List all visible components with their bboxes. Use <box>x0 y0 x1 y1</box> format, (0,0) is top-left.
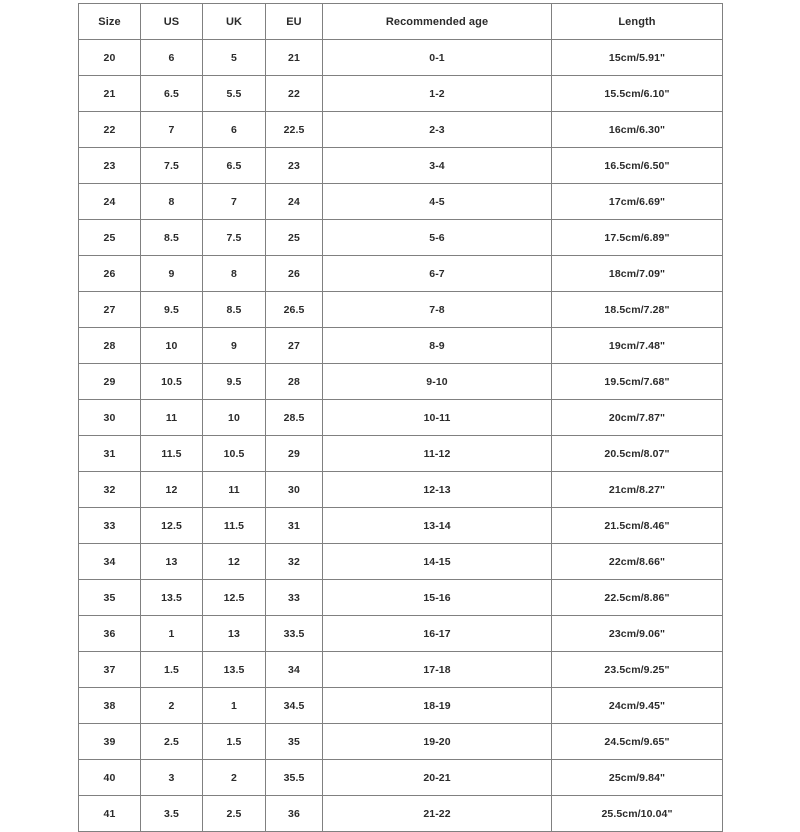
table-row <box>79 292 723 328</box>
cell-eu: 27 <box>266 328 323 364</box>
table-row <box>79 112 723 148</box>
cell-uk: 7.5 <box>203 220 266 256</box>
cell-eu: 24 <box>266 184 323 220</box>
cell-us: 7 <box>141 112 203 148</box>
cell-eu: 36 <box>266 796 323 832</box>
table-row <box>79 580 723 616</box>
cell-uk: 12 <box>203 544 266 580</box>
table-body <box>79 40 723 832</box>
cell-recommended-age: 17-18 <box>323 652 552 688</box>
cell-size: 34 <box>79 544 141 580</box>
cell-us: 12.5 <box>141 508 203 544</box>
table-row <box>79 616 723 652</box>
cell-eu: 33.5 <box>266 616 323 652</box>
table-row <box>79 400 723 436</box>
cell-us: 2 <box>141 688 203 724</box>
cell-uk: 9.5 <box>203 364 266 400</box>
cell-recommended-age: 4-5 <box>323 184 552 220</box>
cell-length: 19cm/7.48" <box>552 328 723 364</box>
cell-recommended-age: 14-15 <box>323 544 552 580</box>
cell-size: 41 <box>79 796 141 832</box>
cell-uk: 7 <box>203 184 266 220</box>
table-row <box>79 796 723 832</box>
cell-size: 22 <box>79 112 141 148</box>
cell-us: 12 <box>141 472 203 508</box>
cell-eu: 26.5 <box>266 292 323 328</box>
cell-length: 19.5cm/7.68" <box>552 364 723 400</box>
cell-us: 11 <box>141 400 203 436</box>
cell-uk: 1 <box>203 688 266 724</box>
column-header-length: Length <box>552 4 723 40</box>
table-row <box>79 688 723 724</box>
cell-eu: 35.5 <box>266 760 323 796</box>
cell-length: 25cm/9.84" <box>552 760 723 796</box>
cell-recommended-age: 6-7 <box>323 256 552 292</box>
cell-size: 28 <box>79 328 141 364</box>
cell-us: 2.5 <box>141 724 203 760</box>
cell-uk: 11.5 <box>203 508 266 544</box>
cell-eu: 23 <box>266 148 323 184</box>
cell-length: 17cm/6.69" <box>552 184 723 220</box>
cell-size: 33 <box>79 508 141 544</box>
cell-length: 23cm/9.06" <box>552 616 723 652</box>
cell-us: 11.5 <box>141 436 203 472</box>
cell-recommended-age: 9-10 <box>323 364 552 400</box>
cell-size: 35 <box>79 580 141 616</box>
cell-us: 9.5 <box>141 292 203 328</box>
table-row <box>79 436 723 472</box>
cell-size: 29 <box>79 364 141 400</box>
table-row <box>79 508 723 544</box>
table-row <box>79 184 723 220</box>
cell-eu: 28.5 <box>266 400 323 436</box>
cell-us: 13.5 <box>141 580 203 616</box>
cell-eu: 34 <box>266 652 323 688</box>
cell-size: 25 <box>79 220 141 256</box>
cell-uk: 6 <box>203 112 266 148</box>
cell-uk: 1.5 <box>203 724 266 760</box>
cell-uk: 13.5 <box>203 652 266 688</box>
cell-length: 24.5cm/9.65" <box>552 724 723 760</box>
cell-uk: 8.5 <box>203 292 266 328</box>
cell-recommended-age: 13-14 <box>323 508 552 544</box>
cell-length: 16cm/6.30" <box>552 112 723 148</box>
cell-uk: 5.5 <box>203 76 266 112</box>
cell-uk: 10 <box>203 400 266 436</box>
cell-size: 40 <box>79 760 141 796</box>
cell-uk: 2.5 <box>203 796 266 832</box>
cell-recommended-age: 5-6 <box>323 220 552 256</box>
table-row <box>79 220 723 256</box>
cell-recommended-age: 1-2 <box>323 76 552 112</box>
cell-eu: 22 <box>266 76 323 112</box>
cell-us: 10.5 <box>141 364 203 400</box>
cell-uk: 8 <box>203 256 266 292</box>
cell-size: 30 <box>79 400 141 436</box>
cell-uk: 10.5 <box>203 436 266 472</box>
cell-eu: 28 <box>266 364 323 400</box>
table-row <box>79 472 723 508</box>
cell-length: 17.5cm/6.89" <box>552 220 723 256</box>
cell-us: 1.5 <box>141 652 203 688</box>
cell-uk: 12.5 <box>203 580 266 616</box>
cell-length: 20.5cm/8.07" <box>552 436 723 472</box>
cell-length: 22.5cm/8.86" <box>552 580 723 616</box>
cell-recommended-age: 0-1 <box>323 40 552 76</box>
cell-eu: 35 <box>266 724 323 760</box>
cell-eu: 30 <box>266 472 323 508</box>
cell-length: 21cm/8.27" <box>552 472 723 508</box>
cell-size: 37 <box>79 652 141 688</box>
table-row <box>79 724 723 760</box>
cell-uk: 13 <box>203 616 266 652</box>
cell-recommended-age: 15-16 <box>323 580 552 616</box>
cell-length: 20cm/7.87" <box>552 400 723 436</box>
cell-us: 3.5 <box>141 796 203 832</box>
cell-length: 16.5cm/6.50" <box>552 148 723 184</box>
cell-us: 6.5 <box>141 76 203 112</box>
cell-size: 36 <box>79 616 141 652</box>
cell-recommended-age: 20-21 <box>323 760 552 796</box>
cell-eu: 22.5 <box>266 112 323 148</box>
table-row <box>79 76 723 112</box>
cell-recommended-age: 10-11 <box>323 400 552 436</box>
cell-uk: 9 <box>203 328 266 364</box>
cell-us: 10 <box>141 328 203 364</box>
cell-size: 27 <box>79 292 141 328</box>
cell-uk: 11 <box>203 472 266 508</box>
table-row <box>79 148 723 184</box>
cell-us: 3 <box>141 760 203 796</box>
table-row <box>79 544 723 580</box>
cell-recommended-age: 12-13 <box>323 472 552 508</box>
cell-us: 8.5 <box>141 220 203 256</box>
cell-eu: 32 <box>266 544 323 580</box>
table-header-row <box>79 4 723 40</box>
cell-recommended-age: 7-8 <box>323 292 552 328</box>
cell-uk: 2 <box>203 760 266 796</box>
column-header-recommended-age: Recommended age <box>323 4 552 40</box>
cell-size: 20 <box>79 40 141 76</box>
cell-size: 38 <box>79 688 141 724</box>
cell-us: 6 <box>141 40 203 76</box>
cell-uk: 6.5 <box>203 148 266 184</box>
size-chart-table <box>78 3 723 832</box>
cell-recommended-age: 21-22 <box>323 796 552 832</box>
cell-us: 9 <box>141 256 203 292</box>
cell-length: 18.5cm/7.28" <box>552 292 723 328</box>
cell-us: 1 <box>141 616 203 652</box>
column-header-size: Size <box>79 4 141 40</box>
cell-us: 7.5 <box>141 148 203 184</box>
cell-recommended-age: 18-19 <box>323 688 552 724</box>
cell-recommended-age: 16-17 <box>323 616 552 652</box>
cell-eu: 21 <box>266 40 323 76</box>
cell-size: 31 <box>79 436 141 472</box>
column-header-eu: EU <box>266 4 323 40</box>
cell-size: 26 <box>79 256 141 292</box>
cell-uk: 5 <box>203 40 266 76</box>
table-header <box>79 4 723 40</box>
cell-length: 18cm/7.09" <box>552 256 723 292</box>
cell-length: 21.5cm/8.46" <box>552 508 723 544</box>
table-row <box>79 364 723 400</box>
cell-size: 24 <box>79 184 141 220</box>
cell-recommended-age: 11-12 <box>323 436 552 472</box>
cell-length: 22cm/8.66" <box>552 544 723 580</box>
cell-size: 32 <box>79 472 141 508</box>
cell-length: 25.5cm/10.04" <box>552 796 723 832</box>
cell-eu: 34.5 <box>266 688 323 724</box>
cell-recommended-age: 19-20 <box>323 724 552 760</box>
cell-length: 23.5cm/9.25" <box>552 652 723 688</box>
table-row <box>79 328 723 364</box>
cell-eu: 29 <box>266 436 323 472</box>
cell-length: 15.5cm/6.10" <box>552 76 723 112</box>
cell-recommended-age: 8-9 <box>323 328 552 364</box>
cell-eu: 31 <box>266 508 323 544</box>
cell-eu: 26 <box>266 256 323 292</box>
column-header-uk: UK <box>203 4 266 40</box>
table-row <box>79 760 723 796</box>
cell-length: 24cm/9.45" <box>552 688 723 724</box>
table-row <box>79 40 723 76</box>
cell-eu: 33 <box>266 580 323 616</box>
cell-us: 8 <box>141 184 203 220</box>
cell-recommended-age: 3-4 <box>323 148 552 184</box>
cell-length: 15cm/5.91" <box>552 40 723 76</box>
column-header-us: US <box>141 4 203 40</box>
cell-recommended-age: 2-3 <box>323 112 552 148</box>
cell-size: 23 <box>79 148 141 184</box>
table-row <box>79 652 723 688</box>
cell-size: 21 <box>79 76 141 112</box>
table-row <box>79 256 723 292</box>
cell-size: 39 <box>79 724 141 760</box>
cell-us: 13 <box>141 544 203 580</box>
cell-eu: 25 <box>266 220 323 256</box>
